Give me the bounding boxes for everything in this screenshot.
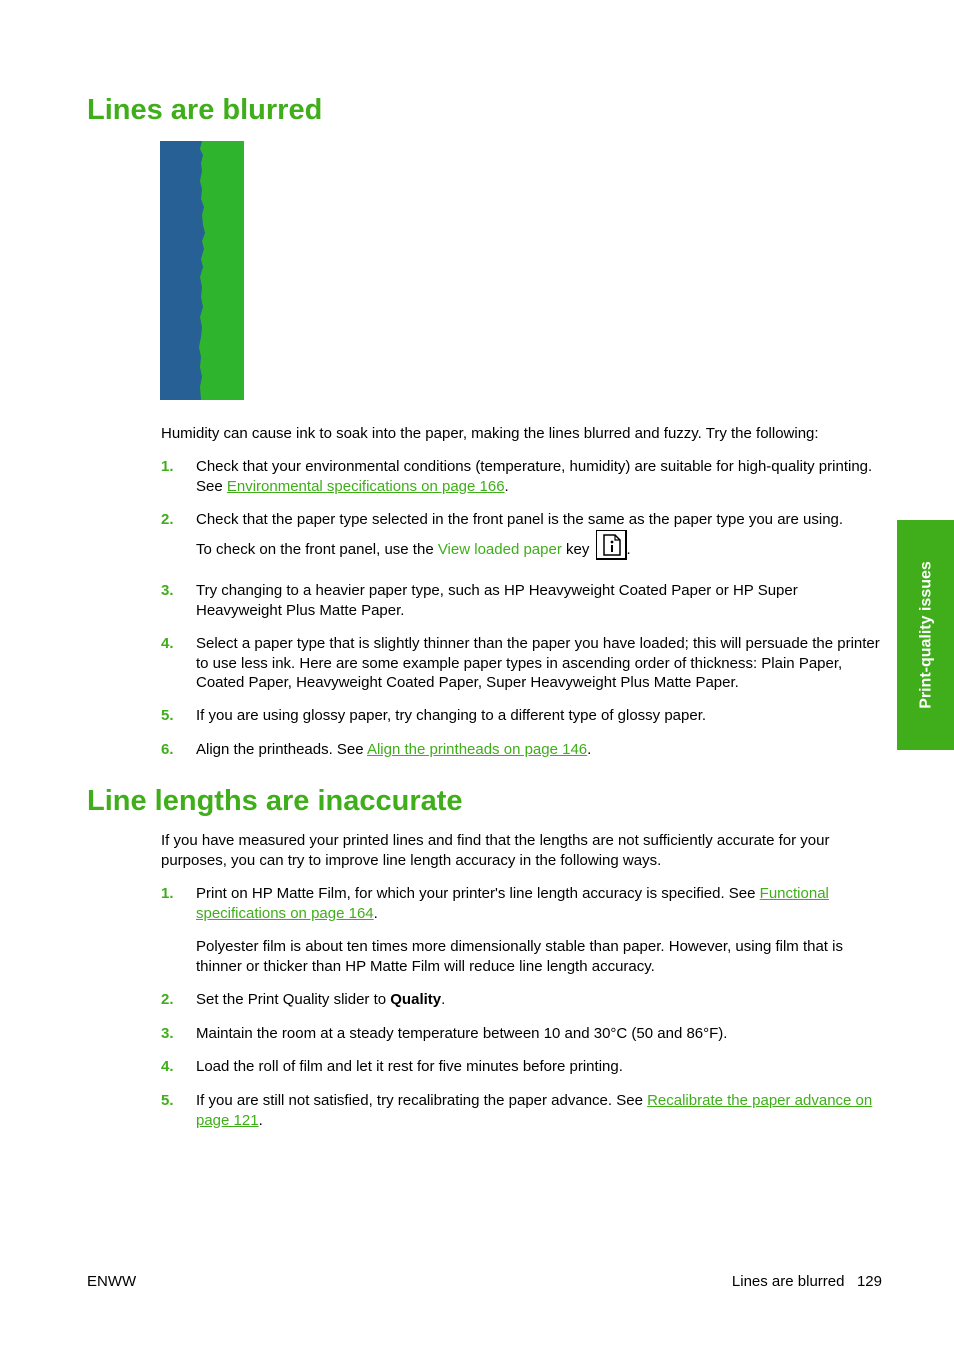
list-item-note: To check on the front panel, use the View loaded paper key . [196, 530, 886, 565]
functional-specs-link[interactable]: Functional specifications on page 164 [196, 885, 829, 922]
intro-text: Humidity can cause ink to soak into the paper, making the lines blurred and fuzzy. Try the following: [161, 425, 819, 442]
chapter-side-tab-label: Print-quality issues [916, 561, 934, 709]
section-title-lines-blurred: Lines are blurred [87, 94, 323, 126]
view-loaded-paper-label: View loaded paper [437, 541, 562, 558]
blurred-lines-illustration [160, 141, 244, 400]
chapter-side-tab [897, 520, 954, 750]
footer-left: ENWW [87, 1273, 137, 1290]
intro-text: If you have measured your printed lines and find that the lengths are not sufficiently accurate for your purposes, you can try to improve line length accuracy in the following ways. [161, 832, 830, 869]
environmental-specs-link[interactable]: Environmental specifications on page 166 [226, 477, 505, 495]
view-loaded-paper-icon[interactable] [596, 530, 627, 560]
section-title-line-lengths: Line lengths are inaccurate [87, 785, 463, 817]
list-item-note: Polyester film is about ten times more dimensionally stable than paper. However, using film that is thinner or thicker than HP Matte Film will reduce line length accuracy. [196, 938, 843, 975]
blue-area [160, 141, 205, 400]
footer-right: Lines are blurred 129 [731, 1273, 882, 1290]
align-printheads-link[interactable]: Align the printheads on page 146 [366, 741, 588, 758]
recalibrate-paper-advance-link[interactable]: Recalibrate the paper advance on page 121 [196, 1092, 873, 1129]
